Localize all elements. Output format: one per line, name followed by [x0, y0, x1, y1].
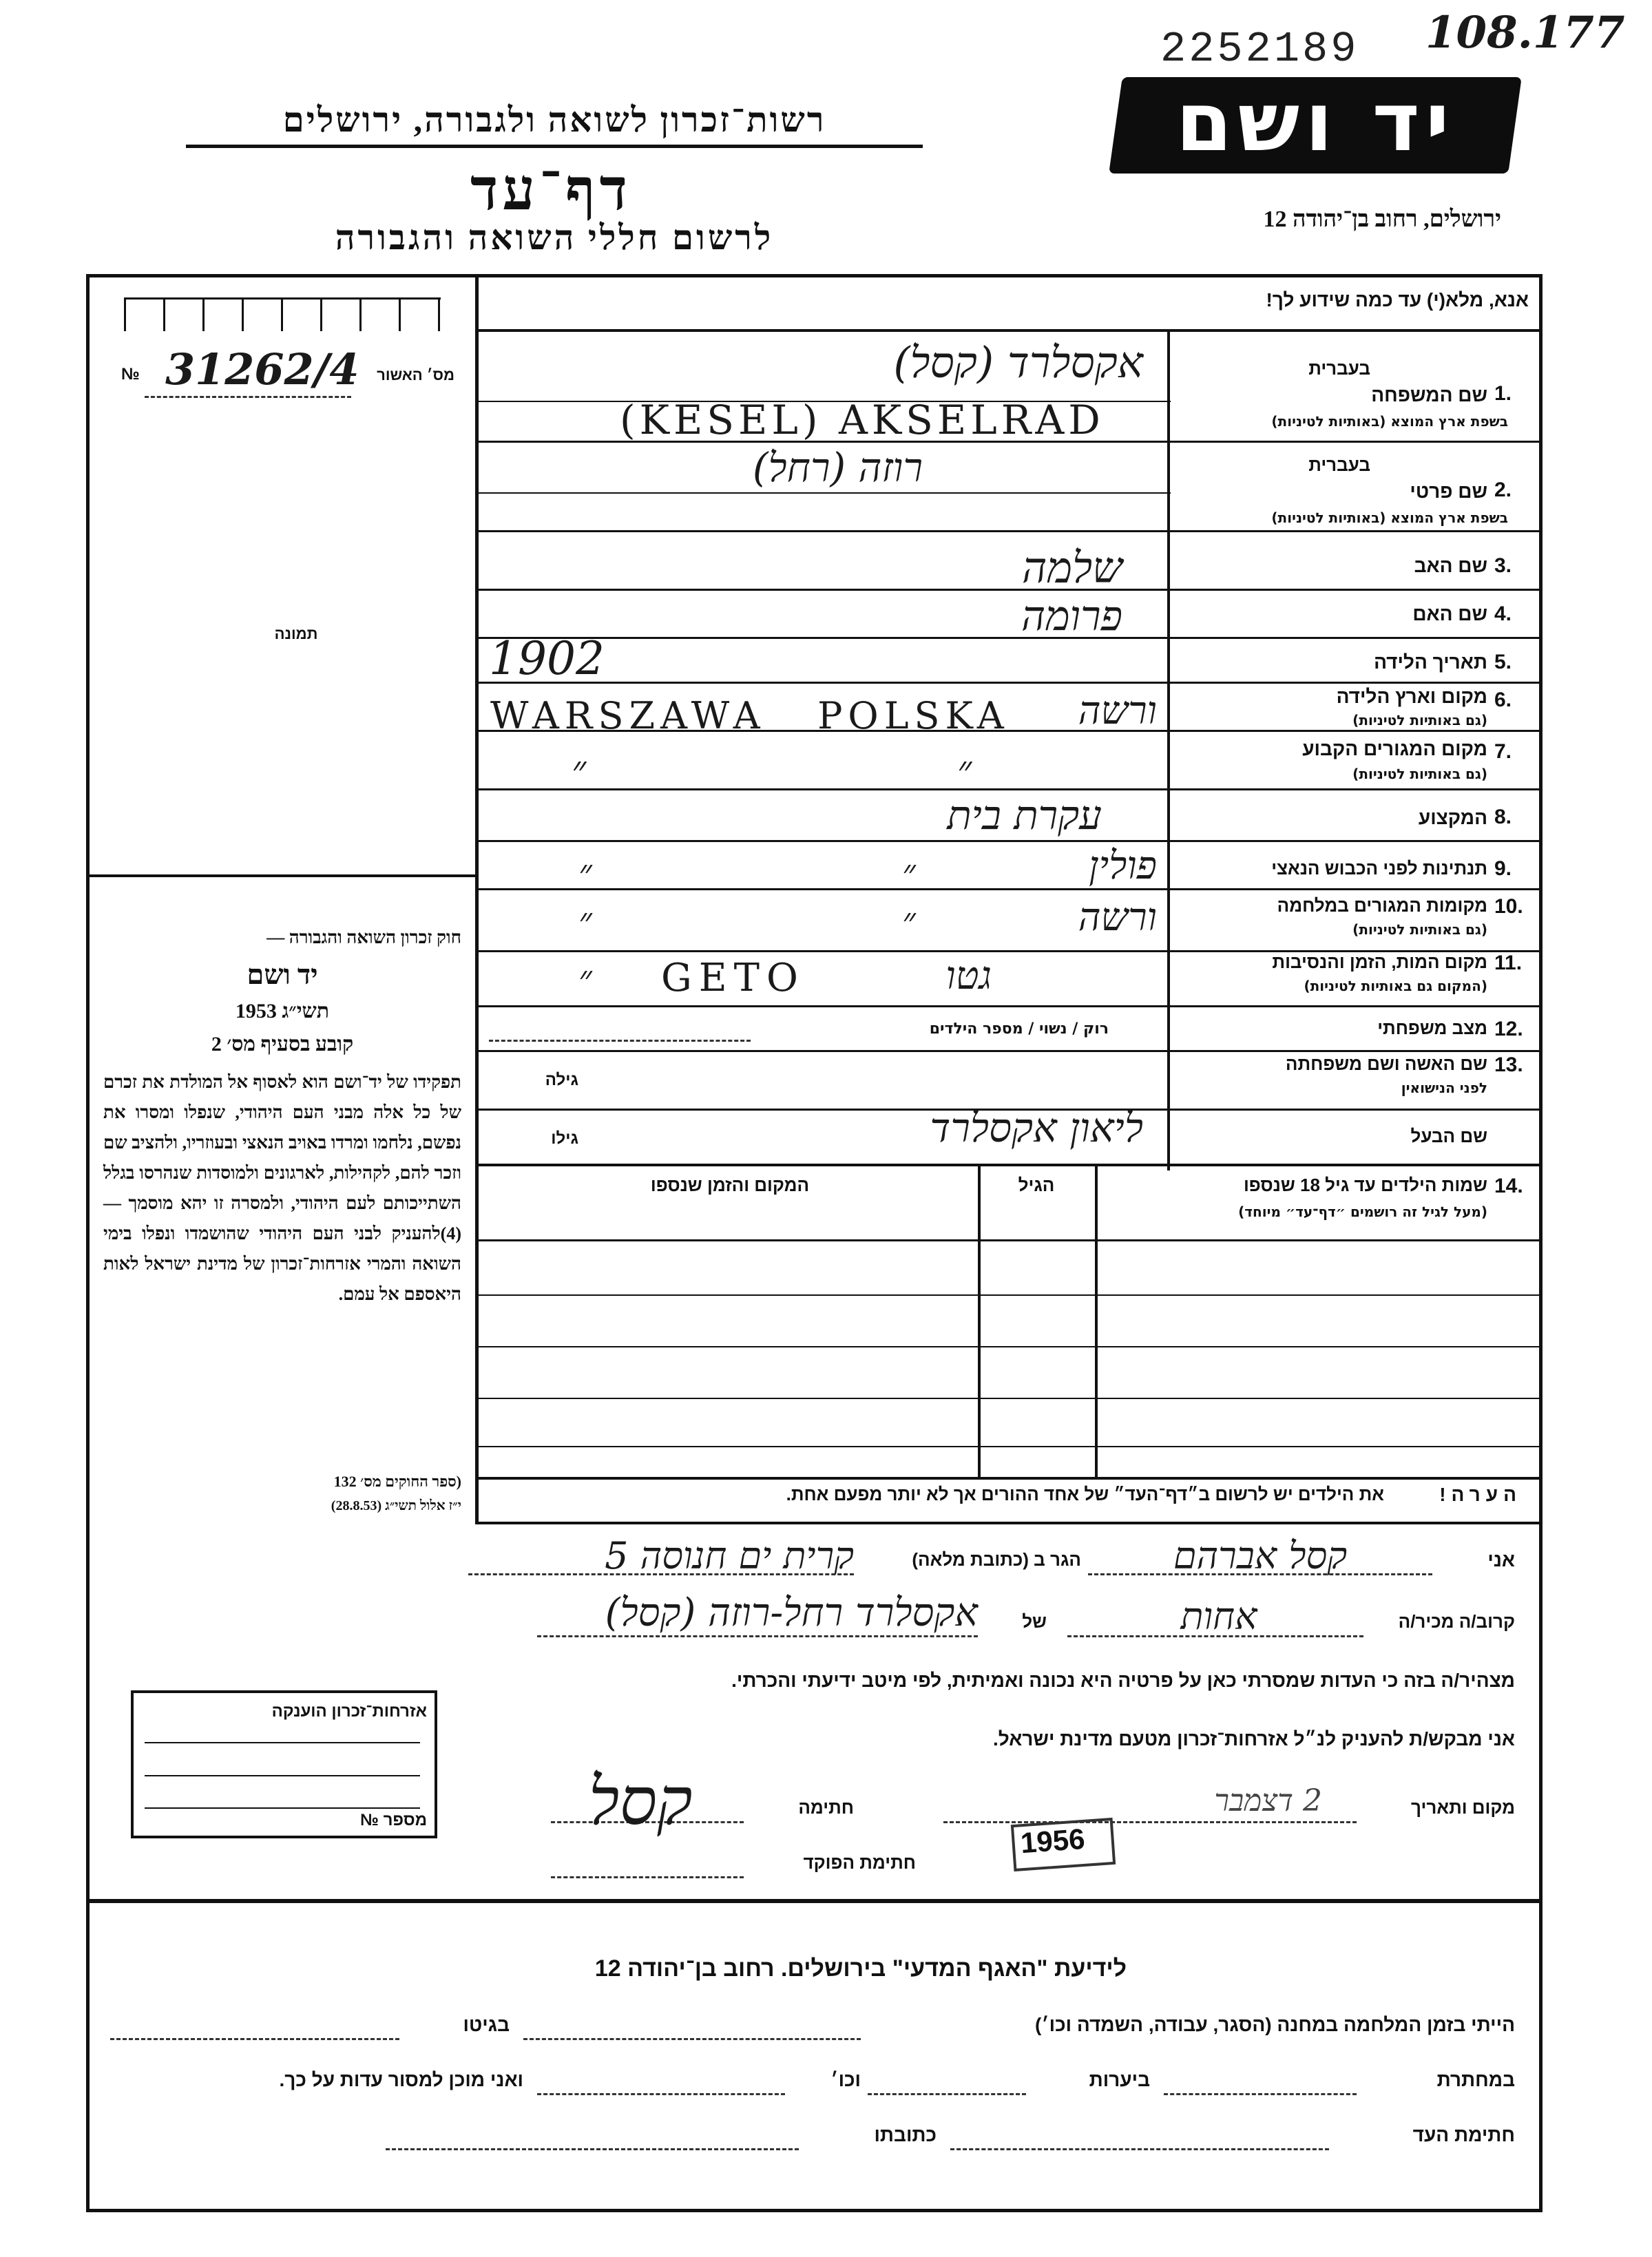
field-7-sublabel: (גם באותיות לטיניות) [1352, 766, 1487, 782]
certificate-ticks [124, 297, 441, 331]
field-9-number: 9. [1494, 857, 1512, 880]
footer-line2-blank [1164, 2093, 1357, 2095]
row-rule [475, 1050, 1543, 1052]
field-8-value[interactable]: עקרת בית [947, 792, 1102, 839]
children-col-divider [1095, 1164, 1098, 1477]
field-3-value[interactable]: שלמה [1022, 543, 1122, 593]
field-1-number: 1. [1494, 382, 1512, 405]
children-col-divider [978, 1164, 981, 1477]
field-9-ditto-1[interactable]: ״ [578, 852, 592, 894]
footer-address-line [386, 2148, 799, 2150]
field-2-number: 2. [1494, 479, 1512, 501]
row-rule [475, 840, 1543, 842]
husband-label: שם הבעל [1410, 1126, 1487, 1146]
row-rule [475, 682, 1543, 684]
relation-line [1067, 1635, 1363, 1637]
certificate-label: מס׳ האשור [377, 366, 454, 384]
date-value[interactable]: 2 דצמבר [1214, 1783, 1322, 1818]
footer-line2-blank-2 [868, 2093, 1026, 2095]
law-reference-1: (ספר החוקים מס׳ 132 [333, 1473, 461, 1490]
place-date-label: מקום ותאריך [1411, 1797, 1515, 1818]
relation-value[interactable]: אחות [1180, 1595, 1257, 1638]
row-rule [475, 1164, 1543, 1166]
declarant-name-line [1088, 1573, 1432, 1575]
field-6-number: 6. [1494, 689, 1512, 711]
children-row-rule [475, 1446, 1543, 1447]
footer-line1-text: הייתי בזמן המלחמה במחנה (הסגר, עבודה, השמדה וכו׳) [1035, 2014, 1515, 2035]
citizenship-box-line [145, 1775, 420, 1776]
request-text: אני מבקש/ת להעניק לנ״ל אזרחות־זכרון מטעם מדינת ישראל. [992, 1728, 1515, 1750]
field-11-latin-value[interactable]: GETO [661, 956, 805, 1000]
field-1-latin-value[interactable]: (KESEL) AKSELRAD [620, 397, 1105, 443]
law-clause: קובע בסעיף מס׳ 2 [211, 1033, 354, 1056]
citizenship-box-title: אזרחות־זכרון הוענקה [271, 1702, 427, 1721]
of-label: של [1022, 1611, 1047, 1632]
organization-underline [186, 145, 923, 148]
certificate-prefix: № [121, 365, 140, 384]
field-2-label: שם פרטי [1410, 481, 1487, 502]
law-name: יד ושם [247, 959, 318, 990]
declarant-address[interactable]: קרית ים חנוסה 5 [605, 1534, 854, 1577]
field-10-sublabel: (גם באותיות לטיניות) [1352, 921, 1487, 938]
footer-line1-blank-2 [110, 2038, 399, 2040]
field-4-label: שם האם [1412, 603, 1487, 624]
children-place-header: המקום והזמן שנספו [650, 1175, 810, 1195]
field-5-value[interactable]: 1902 [489, 632, 605, 685]
footer-line2-ready: ואני מוכן למסור עדות על כך. [279, 2069, 523, 2090]
official-signature-line [551, 1876, 744, 1878]
field-7-number: 7. [1494, 740, 1512, 763]
children-row-rule [475, 1294, 1543, 1296]
footer-title: לידיעת "האגף המדעי" בירושלים. רחוב בן־יהודה 12 [594, 1955, 1127, 1982]
field-7-ditto-1[interactable]: ״ [572, 748, 587, 792]
field-10-label: מקומות המגורים במלחמה [1277, 895, 1487, 916]
children-row-rule [475, 1346, 1543, 1347]
affirm-text: מצהיר/ה בזה כי העדות שמסרתי כאן על פרטיה היא נכונה ואמיתית, לפי מיטב ידיעתי והכרתי. [731, 1670, 1515, 1691]
field-1-sublabel: בשפת ארץ המוצא (באותיות לטיניות) [1271, 413, 1508, 430]
field-4-value[interactable]: פרומה [1021, 592, 1122, 640]
field-10-ditto-1[interactable]: ״ [578, 901, 592, 942]
subject-name[interactable]: אקסלרד רחל-רוזה (קסל) [605, 1591, 978, 1635]
instruction: אנא, מלא(י) עד כמה שידוע לך! [1266, 289, 1529, 311]
children-header-rule [475, 1239, 1543, 1241]
law-year: תשי״ג 1953 [235, 1000, 330, 1022]
page-title: דף־עד [470, 158, 631, 222]
footer-address-label: כתובתו [874, 2124, 937, 2145]
photo-box-bottom [86, 874, 479, 877]
declarant-signature[interactable]: קסל [588, 1763, 693, 1840]
field-1-hebrew-value[interactable]: אקסלרד (קסל) [893, 337, 1143, 388]
organization-line: רשות־זכרון לשואה ולגבורה, ירושלים [282, 101, 826, 139]
law-text: תפקידו של יד־ושם הוא לאסוף אל המולדת את זכרם של כל אלה מבני העם היהודי, שנפלו ומסרו את נפשם, נלחמו ומרדו באויב הנאצי ובעוזריו, ולהציב שם וזכר להם, לקהילות, לארגונים ולמוסדות שנהרסו בגלל השתייכותם לעם היהודי, ולמסרה זו יהא מוסמך — (4)להעניק לבני העם היהודי שהושמדו ונפלו בימי השואה והמרי אזרחות־זכרון של מדינת ישראל לאות היאספם אל עמם. [103, 1072, 461, 1304]
field-2-hebrew-value[interactable]: רוזה (רחל) [752, 444, 923, 491]
row-rule [475, 492, 1171, 494]
field-5-label: תאריך הלידה [1374, 651, 1487, 673]
field-8-number: 8. [1494, 806, 1512, 828]
serial-number: 2252189 [1160, 25, 1359, 74]
address: ירושלים, רחוב בן־יהודה 12 [1263, 207, 1501, 232]
sidebar-divider [475, 274, 479, 1522]
field-11-label: מקום המות, הזמן והנסיבות [1272, 952, 1487, 972]
citizenship-box-line [145, 1742, 420, 1743]
field-6-latin-value[interactable]: WARSZAWA POLSKA [490, 694, 1010, 737]
field-10-number: 10. [1494, 895, 1523, 918]
footer-line2-underground: במחתרת [1436, 2069, 1515, 2090]
field-6-sublabel: (גם באותיות לטיניות) [1352, 712, 1487, 728]
field-11-hebrew-value[interactable]: גטו [945, 954, 992, 998]
row-rule [475, 530, 1543, 532]
children-table-bottom [475, 1477, 1543, 1480]
field-4-number: 4. [1494, 602, 1512, 625]
photo-label: תמונה [274, 625, 318, 642]
footer-line2-etc: וכו׳ [830, 2069, 861, 2090]
field-10-ditto-2[interactable]: ״ [902, 901, 916, 942]
footer-witness-signature: חתימת העד [1412, 2124, 1515, 2145]
field-12-options: רוק / נשוי / מספר הילדים [929, 1020, 1109, 1038]
field-1-label: שם המשפחה [1371, 384, 1487, 406]
relation-label: קרוב/ה מכיר/ה [1398, 1611, 1515, 1632]
field-12-label: מצב משפחתי [1377, 1018, 1487, 1038]
row-rule [475, 1005, 1543, 1007]
field-2-hebrew-tag: בעברית [1308, 454, 1370, 475]
field-12-underline [489, 1040, 751, 1042]
wife-age-label: גילה [545, 1071, 578, 1089]
footer-line2-forests: ביערות [1089, 2069, 1150, 2090]
field-14-sublabel: (מעל לגיל זה רושמים ״דף־עד״ מיוחד) [1238, 1204, 1487, 1220]
citizenship-box-line [145, 1807, 420, 1809]
children-age-header: הגיל [1018, 1175, 1055, 1195]
husband-age-label: גילו [551, 1129, 578, 1148]
field-14-number: 14. [1494, 1175, 1523, 1197]
field-2-sublabel: בשפת ארץ המוצא (באותיות לטיניות) [1271, 510, 1508, 526]
footer-line1-blank [523, 2038, 861, 2040]
field-11-ditto[interactable]: ״ [578, 958, 592, 1000]
law-reference-2: י״ז אלול תשי״ג (28.8.53) [331, 1498, 461, 1513]
declarant-address-line [468, 1573, 854, 1575]
field-13-label: שם האשה ושם משפחתה [1285, 1053, 1487, 1074]
row-rule [475, 788, 1543, 790]
field-7-label: מקום המגורים הקבוע [1302, 738, 1487, 759]
place-date-line [943, 1821, 1357, 1823]
official-signature-label: חתימת הפוקד [803, 1852, 916, 1873]
field-11-sublabel: (המקום גם באותיות לטיניות) [1304, 978, 1487, 994]
certificate-number: 31262/4 [165, 344, 359, 395]
stamp-year: 1956 [1019, 1822, 1086, 1860]
husband-value[interactable]: ליאון אקסלרד [930, 1104, 1143, 1151]
citizenship-box-number: מספר № [360, 1811, 427, 1829]
signature-label: חתימה [798, 1797, 854, 1818]
field-10-value[interactable]: ורשה [1078, 895, 1157, 940]
footer-rule [86, 1899, 1543, 1903]
footer-line2-blank-3 [537, 2093, 785, 2095]
resides-label: הגר ב (כתובת מלאה) [912, 1549, 1081, 1570]
subject-name-line [537, 1635, 978, 1637]
field-13-number: 13. [1494, 1053, 1523, 1076]
declaration-ani: אני [1487, 1549, 1515, 1571]
field-7-ditto-2[interactable]: ״ [957, 748, 972, 792]
field-6-label: מקום וארץ הלידה [1336, 686, 1487, 707]
field-14-label: שמות הילדים עד גיל 18 שנספו [1243, 1175, 1487, 1195]
field-9-ditto-2[interactable]: ״ [902, 852, 916, 894]
field-8-label: המקצוע [1418, 807, 1487, 828]
field-1-hebrew-tag: בעברית [1308, 358, 1370, 379]
footer-line1-ghetto: בגיטו [463, 2014, 510, 2035]
page-subtitle: לרשום חללי השואה והגבורה [335, 218, 774, 257]
instruction-rule [475, 329, 1543, 332]
logo-text: יד ושם [1175, 74, 1455, 169]
field-5-number: 5. [1494, 651, 1512, 673]
field-12-number: 12. [1494, 1018, 1523, 1040]
handwritten-archive-number: 108.177 [1425, 7, 1625, 59]
note-text: את הילדים יש לרשום ב״דף־העד״ של אחד ההורים אך לא יותר מפעם אחת. [786, 1484, 1384, 1504]
certificate-underline [145, 396, 351, 398]
note-label: הערה! [1439, 1484, 1522, 1505]
field-9-label: תנתינות לפני הכבוש הנאצי [1271, 858, 1487, 879]
label-column-divider [1167, 330, 1170, 1171]
field-9-value[interactable]: פולין [1089, 843, 1157, 888]
field-3-label: שם האב [1414, 555, 1487, 576]
law-title: חוק זכרון השואה והגבורה — [266, 927, 461, 947]
field-11-number: 11. [1494, 952, 1523, 974]
footer-witness-line [950, 2148, 1329, 2150]
declarant-name[interactable]: קסל אברהם [1173, 1534, 1348, 1577]
children-row-rule [475, 1398, 1543, 1399]
field-13-sublabel: לפני הנישואין [1401, 1080, 1487, 1096]
note-rule [475, 1522, 1543, 1524]
field-3-number: 3. [1494, 554, 1512, 577]
row-rule [475, 888, 1543, 890]
field-6-hebrew-value[interactable]: ורשה [1078, 689, 1157, 733]
